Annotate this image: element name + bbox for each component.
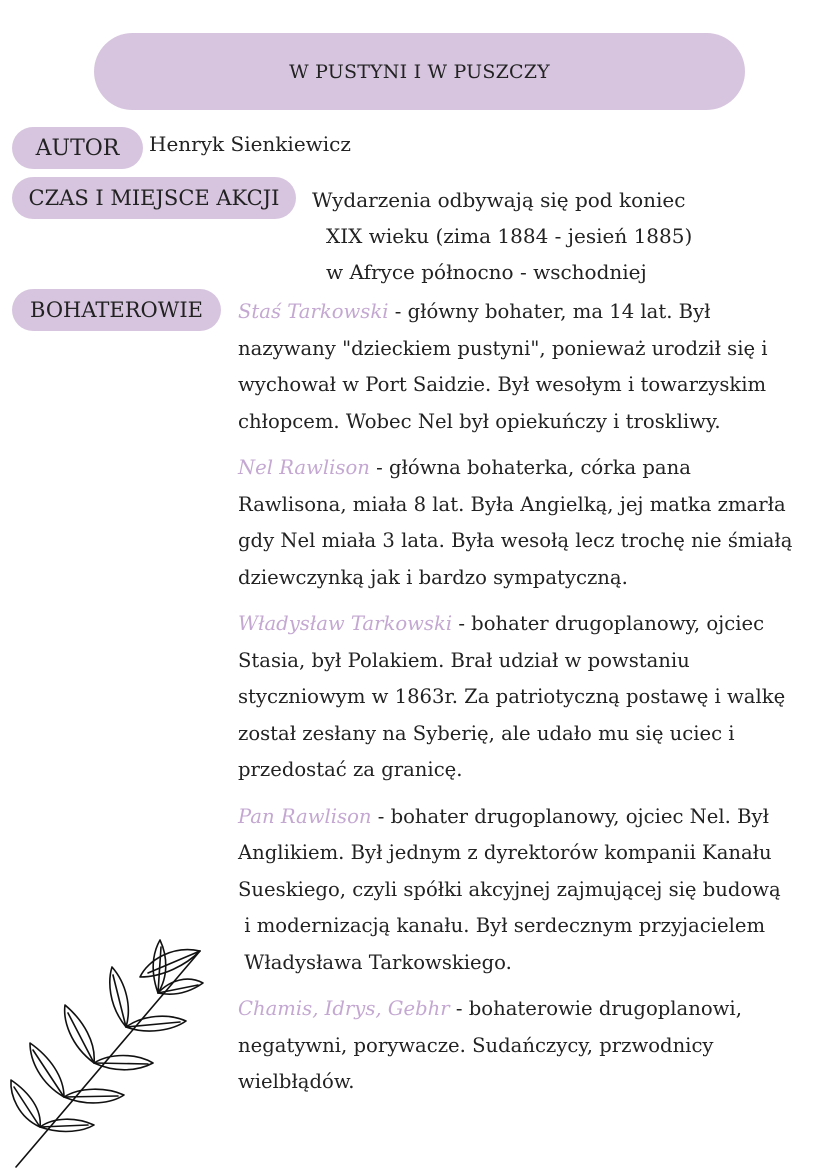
hero-entry <box>238 606 826 789</box>
hero-description: - główny bohater, ma 14 lat. Był <box>388 300 711 323</box>
time-place-label: CZAS I MIEJSCE AKCJI <box>12 177 296 219</box>
hero-line: został zesłany na Syberię, ale udało mu się uciec i <box>238 721 735 745</box>
hero-name: Pan Rawlison <box>238 804 372 828</box>
hero-line: Stasia, był Polakiem. Brał udział w powstaniu <box>238 648 690 672</box>
author-label: AUTOR <box>12 127 143 169</box>
hero-name: Władysław Tarkowski <box>238 612 453 635</box>
hero-line: chłopcem. Wobec Nel był opiekuńczy i troskliwy. <box>238 409 721 433</box>
hero-line: i modernizacją kanału. Był serdecznym przyjacielem <box>238 914 766 937</box>
time-place-line: Wydarzenia odbywają się pod koniec <box>312 188 686 212</box>
hero-entry <box>238 991 826 1101</box>
time-place-line: XIX wieku (zima 1884 - jesień 1885) <box>326 224 693 248</box>
hero-line: dziewczynką jak i bardzo sympatyczną. <box>238 565 628 589</box>
leafy-branch-icon <box>8 935 208 1170</box>
hero-entry <box>238 450 826 596</box>
heroes-label: BOHATEROWIE <box>12 289 221 331</box>
hero-name: Chamis, Idrys, Gebhr <box>238 997 450 1020</box>
hero-first-line <box>238 606 826 643</box>
hero-line: nazywany "dzieckiem pustyni", ponieważ urodził się i <box>238 336 768 360</box>
hero-description: - bohaterowie drugoplanowi, <box>449 997 742 1020</box>
hero-line: wielbłądów. <box>238 1070 355 1093</box>
hero-first-line <box>238 799 826 836</box>
hero-first-line <box>238 450 826 487</box>
hero-line: wychował w Port Saidzie. Był wesołym i towarzyskim <box>238 373 767 396</box>
hero-line: Sueskiego, czyli spółki akcyjnej zajmującej się budową <box>238 877 781 901</box>
hero-line: styczniowym w 1863r. Za patriotyczną postawę i walkę <box>238 685 786 708</box>
page-title: W PUSTYNI I W PUSZCZY <box>94 33 745 110</box>
heroes-list <box>238 294 826 1101</box>
hero-description: - bohater drugoplanowy, ojciec Nel. Był <box>371 804 769 828</box>
hero-description: - główna bohaterka, córka pana <box>369 456 691 479</box>
hero-line: Anglikiem. Był jednym z dyrektorów kompanii Kanału <box>238 841 772 864</box>
hero-line: negatywni, porywacze. Sudańczycy, przwodnicy <box>238 1033 714 1057</box>
time-place-line: w Afryce północno - wschodniej <box>326 260 647 284</box>
author-value: Henryk Sienkiewicz <box>149 132 351 156</box>
hero-entry <box>238 294 826 440</box>
hero-line: gdy Nel miała 3 lata. Była wesołą lecz trochę nie śmiałą <box>238 529 793 552</box>
hero-name: Nel Rawlison <box>238 456 370 479</box>
hero-first-line <box>238 294 826 331</box>
hero-first-line <box>238 991 826 1028</box>
hero-line: przedostać za granicę. <box>238 758 463 781</box>
hero-name: Staś Tarkowski <box>238 300 389 323</box>
hero-description: - bohater drugoplanowy, ojciec <box>452 612 765 635</box>
time-place-value <box>312 182 692 290</box>
hero-line: Władysława Tarkowskiego. <box>238 950 512 974</box>
hero-entry <box>238 799 826 982</box>
hero-line: Rawlisona, miała 8 lat. Była Angielką, jej matka zmarła <box>238 492 786 516</box>
